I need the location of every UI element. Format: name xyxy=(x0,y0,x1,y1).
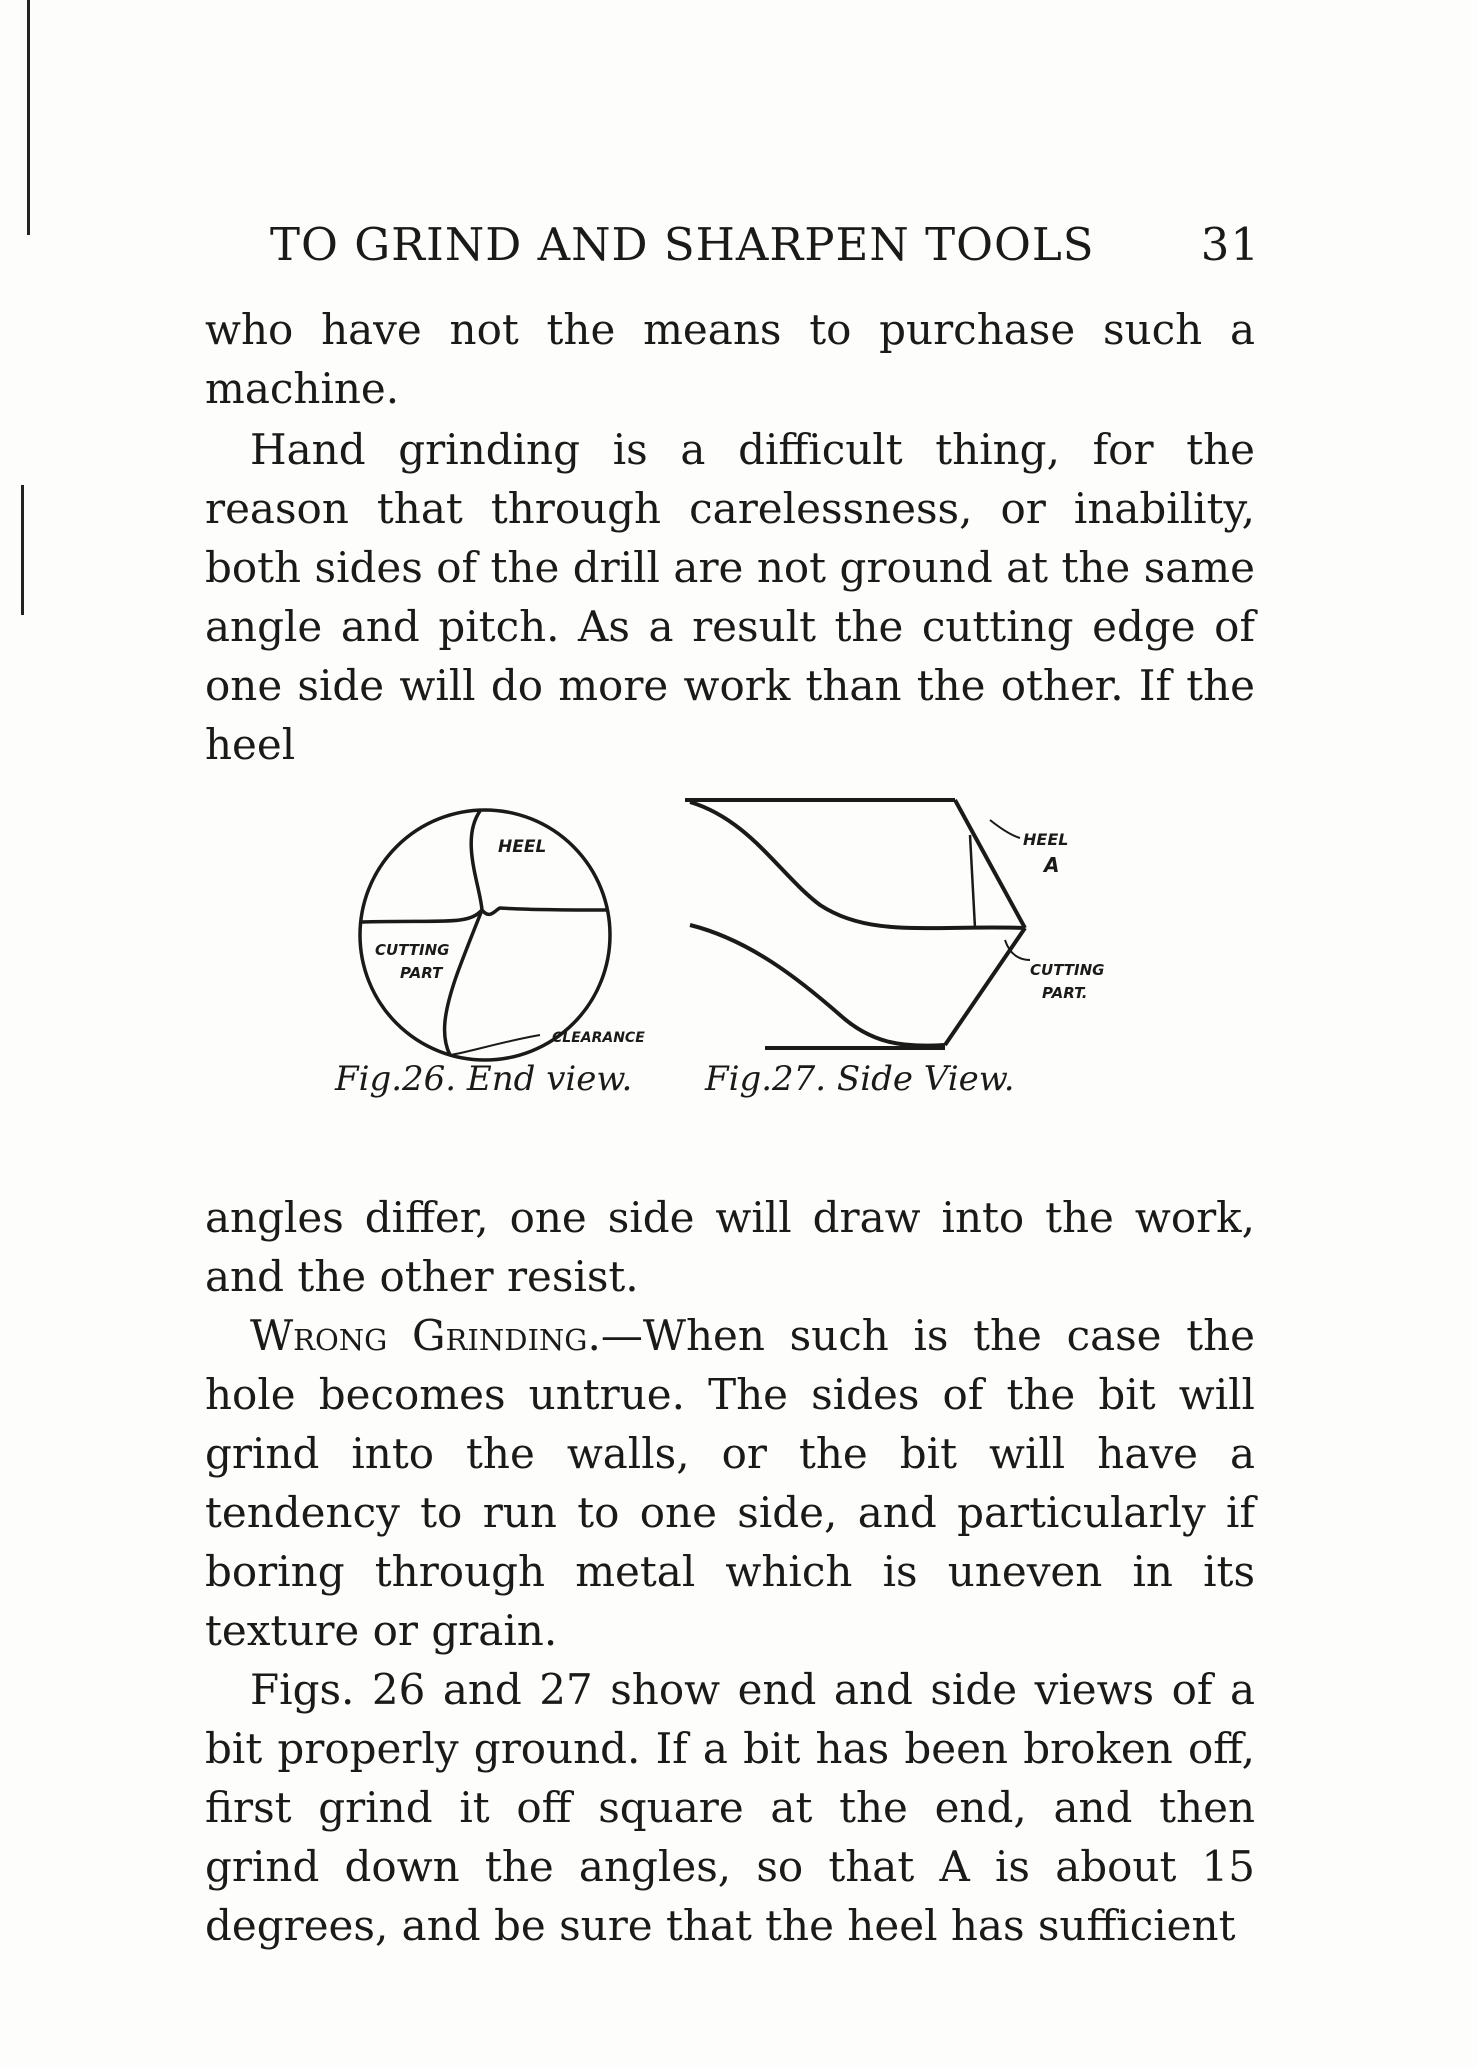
clearance-segment-line xyxy=(445,910,482,1055)
drill-figures xyxy=(330,780,1160,1120)
drill-figures-svg xyxy=(330,780,1160,1120)
paragraph-4-body: —When such is the case the hole becomes untrue. The sides of the bit will grind into the walls, or the bit will have a tendency to run to one side, and particularly if boring through metal which is uneven in its texture or grain. xyxy=(205,1311,1255,1655)
end-view-circle xyxy=(360,810,610,1060)
fig-27-caption: Fig.27. Side View. xyxy=(705,1059,1015,1099)
side-heel-edge xyxy=(955,800,1025,928)
side-cutting-edge xyxy=(945,928,1025,1045)
paragraph-4 xyxy=(205,1306,1255,1660)
side-heel-label: HEEL xyxy=(1023,830,1069,849)
cutting-segment-line xyxy=(362,910,482,922)
side-lower-flute xyxy=(690,925,945,1046)
end-view-drawing xyxy=(360,810,610,1060)
scan-edge-mark-top xyxy=(27,0,30,235)
fig-26-caption: Fig.26. End view. xyxy=(335,1059,633,1099)
side-cutting-label-1: CUTTING xyxy=(1030,961,1105,979)
paragraph-3: angles differ, one side will draw into the work, and the other resist. xyxy=(205,1193,1255,1301)
page-number: 31 xyxy=(1200,218,1260,271)
paragraph-2: Hand grinding is a difficult thing, for the reason that through carelessness, or inability, both sides of the drill are not ground at the same angle and pitch. As a result the cutting edge of one side will do more work than the other. If the heel xyxy=(205,425,1255,769)
heel-leader xyxy=(990,820,1020,838)
end-heel-label: HEEL xyxy=(498,837,547,857)
paragraph-5: Figs. 26 and 27 show end and side views of a bit properly ground. If a bit has been broken off, first grind it off square at the end, and then grind down the angles, so that A is about 15 degrees, and be sure that the heel has sufficient xyxy=(205,1665,1255,1950)
side-cutting-label-2: PART. xyxy=(1042,984,1088,1002)
wrong-grinding-heading: Wrong Grinding. xyxy=(250,1311,601,1360)
end-cutting-label-2: PART xyxy=(400,964,443,982)
side-a-label: A xyxy=(1044,853,1060,877)
paragraph-1: who have not the means to purchase such a machine. xyxy=(205,305,1255,413)
end-clearance-label: CLEARANCE xyxy=(552,1030,645,1046)
running-head-title: TO GRIND AND SHARPEN TOOLS xyxy=(270,218,1095,271)
scan-edge-mark-middle xyxy=(21,485,24,615)
cutting-leader xyxy=(1005,940,1030,960)
side-angle-line xyxy=(970,835,975,928)
running-header xyxy=(270,218,1260,278)
side-view-drawing xyxy=(685,800,1030,1048)
end-cutting-label-1: CUTTING xyxy=(375,941,450,959)
